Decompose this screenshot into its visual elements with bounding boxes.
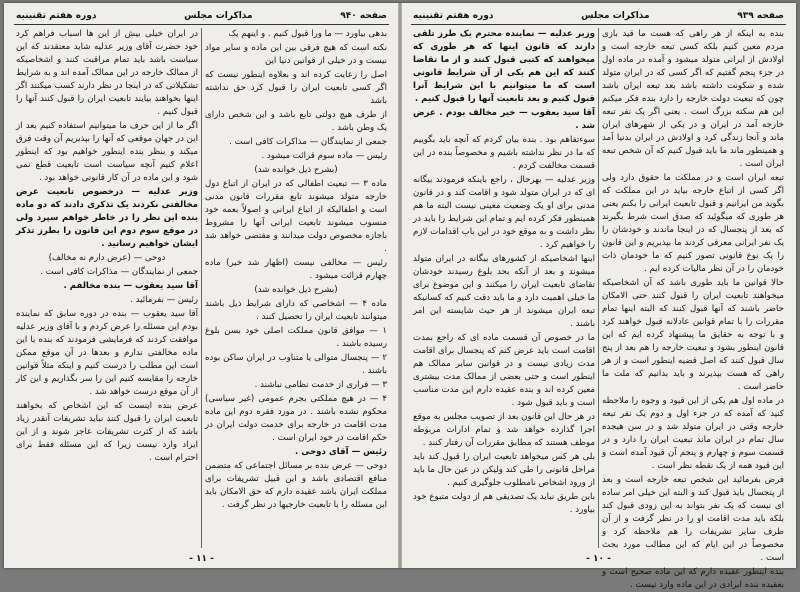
right-header-page-label: صفحه ۹۳۹	[737, 10, 784, 21]
left-page	[4, 3, 399, 568]
right-header-rule	[411, 24, 786, 25]
left-page-header	[16, 9, 387, 22]
paragraph: بلی هر کس میخواهد تابعیت ایران را قبول کند باید مراحل قانونی را طی کند ولیکن در عین حال ما باید از ورود اشخاص نامطلوب جلوگیری کنیم .	[413, 452, 595, 488]
paragraph: اصل را رعایت کرده اند و بعلاوه اینطور نیست که اگر کسی تابعیت ایران را قبول کرد حق نداشته باشد	[205, 70, 387, 106]
paragraph: در هر حال این قانون بعد از تصویب مجلس به موقع اجرا گذارده خواهد شد و تمام ادارات مربوطه موظف هستند که مطابق مقررات آن رفتار کنند .	[413, 412, 595, 448]
right-page	[401, 3, 796, 590]
paragraph: در ماده اول هم یکی از این قیود و وجوه را ملاحظه کنید که آمده که در جزء اول و دوم یک نفر تبعه خارجه وقتی در ایران متولد شد و در سن هیجده سال تمام در ایران ماند تبعیت ایران را دارد و در قسمت سوم و چهارم و پنجم آن قیود آمده است و این قیود همه از یک نقطه نظر است .	[602, 396, 784, 471]
left-page-column-right	[205, 28, 387, 548]
right-column-divider	[598, 28, 599, 548]
paragraph: بدهی بیاورد — ما ورا قبول کنیم . و اینهم یک	[228, 29, 387, 39]
paragraph: وزیر عدلیه — نماینده محترم یک طرز تلقی دارند که قانون اینها که هر طوری که میخواهند که کتبی قبول کنند و از ما تقاضا کنند که این هم یکی از آن شرایط قانونی است که ما میتوانیم با این شرایط آنرا قبول کنیم و بعد تابعیت آنها را قبول کنیم .	[413, 29, 595, 104]
paragraph: حالا قوانین ما باید طوری باشد که آن اشخاصیکه میخواهند تابعیت ایران را قبول کنند حتی الامکان حاضر باشند که آنها قبول کنند که البته اینها تمام مقررات را با تمام قوانین عادلانه قبول خواهند کرد و با توجه به حقایق ما پیشنهاد کرده ایم که این قانون اینطور بشود و تبعیت خارجه را هم بعد از پنج سال قبول کنند که اصل قضیه اینطور است و از هر راهی که هست بپذیرند و باید بدانیم که ملت ما حاضر است .	[602, 278, 784, 392]
paragraph: رئیس — مخالفی نیست (اظهار شد خیر) ماده چهارم قرائت میشود .	[205, 258, 387, 281]
paragraph: ۴ — در هیچ مملکتی بجرم عمومی (غیر سیاسی) محکوم نشده باشند . در مورد فقره دوم این ماده مدت اقامت در خارجه برای خدمت دولت ایران در حکم اقامت در خود ایران است .	[205, 394, 387, 443]
paragraph: رئیس — بفرمائید .	[130, 295, 198, 305]
paragraph: دوحی — عرض بنده بر مسائل اجتماعی که متضمن منافع اقتصادی باشد و این قبیل تشریفات برای مملکت ایران باشد عقیده دارم که حق الامکان باید این مسئله را با تابعیت خارجیها در نظر گرفت .	[205, 461, 387, 510]
left-header-session: دوره هفتم تقنینیه	[16, 10, 97, 21]
paragraph: ماده ۴ — اشخاصی که دارای شرایط ذیل باشند میتوانند تابعیت ایران را تحصیل کنند .	[205, 299, 387, 322]
paragraph: ماده ۳ — تبعیت اطفالی که در ایران از اتباع دول خارجه متولد میشوند تابع مقررات قانون مدنی است و اطفالیکه از اتباع ایرانی و اصولاً بعمه خود منسوب میشوند تابعیت ایرانی آنها را مشروط باجازه مخصوص دولت میدانند و مقتضی خواهد شد .	[205, 179, 387, 254]
paragraph: رئیس — ماده سوم قرائت میشود .	[261, 151, 387, 161]
right-page-column-right	[602, 28, 784, 590]
right-header-center: مذاکرات مجلس	[581, 10, 650, 21]
paragraph: دوحی — (عرض دارم نه مخالف)	[48, 253, 166, 263]
book-spread	[4, 3, 796, 590]
paragraph: وزیر عدلیه — درخصوص تابعیت عرض مخالفتی نکردند یک تذکری دادند که دو ماده بنده این نظر را در خاطر خواهم سپرد ولی در موقع سوم دوم این قانون را بطرز تذکر ایشان خواهیم رسانید .	[16, 187, 198, 249]
left-page-number: - ۱۱ -	[189, 554, 214, 564]
paragraph: (بشرح ذیل خوانده شد)	[254, 285, 338, 295]
paragraph: رئیس — آقای دوحی .	[295, 447, 387, 457]
paragraph: فرض بفرمائید این شخص تبعه خارجه است و بعد از پنجسال باید قبول کند و البته این خیلی امر ساده ای نیست که یک نفر بتواند به این زودی قبول کند بلکه باید مدت اقامت او را در نظر گرفت و از آن طرف سایر تشریفات را هم ملاحظه کرد و مخصوصاً در این ایام که این مطالب مورد بحث است .	[602, 475, 784, 563]
right-page-column-left	[413, 28, 595, 548]
paragraph: (بشرح ذیل خوانده شد)	[254, 165, 338, 175]
paragraph: ۱ — موافق قانون مملکت اصلی خود بسن بلوغ رسیده باشند .	[205, 326, 387, 349]
paragraph: آقا سید یعقوب — بنده در دوره سابق که نماینده بودم این مسئله را عرض کردم و با آقای وزیر عدلیه موافقت کردند که فرمایشی فرمودند که بنده با این ماده مخالفتی ندارم و بعدها در آن موقع ممکن است این مطلب را درست کنیم و اینکه مثلاً قوانین خارجه را مقایسه کنیم این را سر بگذاریم و این کار از آن موقع درست خواهد شد .	[16, 309, 198, 397]
left-page-column-left	[16, 28, 198, 548]
paragraph: آقا سید یعقوب — خیر مخالف بودم . عرض شد .	[413, 108, 595, 131]
paragraph: تبعه ایران است و در مملکت ما حقوق دارد ولی اگر کسی از اتباع خارجه بیاید در این مملکت که بگوید من ایرانیم و قبول تابعیت ایرانی را بکنم یعنی هر طوری که میگوئید که صدق است شرط بگیرند که بعد از پنجسال که در اینجا ماندند و خودشان را یک نفر ایرانی معرفی کردند ما بپذیریم و این قانون را یک نوع قانونی تصور کنیم که ما خودمان ذات خودمان را در آن نظر مالیات کرده ایم .	[602, 173, 784, 274]
paragraph: بنده به اینکه از هر راهی که هست ما قید بازی مردم معین کنیم بلکه کسی تبعه خارجه است و اولادش از ایرانی متولد میشود و آمده در ماده اول در جزء پنجم گفتیم که اگر کسی که در ایران متولد شده و سکونت داشته باشد بعد تبعه ایران باشد چون که تبعیت دولت خارجه را دارد بنده فکر میکنم این هم سکته بزرگ است . یعنی اگر یک نفر تبعه خارجه آمد در ایران و در یکی از شهرهای ایران ماند و آنجا زندگی کرد و اولادش در ایران بدنیا آمد و همینطور ماند ما باید قبول کنیم که آن شخص تبعه ایران است .	[602, 29, 784, 169]
left-header-page-label: صفحه ۹۴۰	[340, 10, 387, 21]
paragraph: وزیر عدلیه — بهرحال ، راجع باینکه فرمودند بیگانه ای که در ایران متولد شود و اقامت کند و در قانون مدنی برای او یک وضعیت معینی نیست البته ما هم همینطور فکر کرده ایم و تمام این شرایط را باید در نظر داشت و به موقع خود در این باب اقدامات لازم را خواهیم کرد .	[413, 175, 595, 250]
paragraph: آقا سید یعقوب — بنده مخالفم .	[63, 281, 198, 291]
left-header-rule	[14, 24, 389, 25]
paragraph: از طرف هیچ دولتی تابع باشد و این شخص دارای یک وطن باشد .	[205, 110, 387, 133]
paragraph: اینها اشخاصیکه از کشورهای بیگانه در ایران متولد میشوند و بعد از آنکه بحد بلوغ رسیدند خودشان تقاضای تابعیت ایران را میکنند و این موضوع برای ما خیلی اهمیت دارد و ما باید دقت کنیم که کسانیکه تبعه ایران میشوند از هر حیث شایسته این امر باشند .	[413, 254, 595, 329]
paragraph: جمعی از نمایندگان — مذاکرات کافی است .	[229, 137, 387, 147]
paragraph: بنده اینطور عقیده دارم که این ماده صحیح است و بعقیده بنده ایرادی در این ماده وارد نیست .	[602, 567, 784, 590]
paragraph: سوءتفاهم بود . بنده بیان کردم که آنچه باید بگوییم که ما در نظر نداشته باشیم و مخصوصاً بنده در این قسمت مخالفت کردم .	[413, 135, 595, 171]
paragraph: ۲ — پنجسال متوالی یا متناوب در ایران ساکن بوده باشند .	[205, 353, 387, 376]
paragraph: در ایران خیلی بیش از این ها اسباب فراهم کرد خود حضرت آقای وزیر عدلیه شاید معتقدند که این سیاست باشد باید تمام مراقبت کنند و اشخاصیکه از ممالک خارجه در این ممالک آمده اند و به شرایط تشکیلاتی که در اینجا در نظر دارند کسب میکنند اگر اینها بخواهند بیایند تابعیت ایران را قبول کنند آنها را قبول کنیم .	[16, 29, 198, 117]
paragraph: اگر ما از این حرف ما میتوانیم استفاده کنیم بعد از این در جهان موقعی که آنها را بپذیریم آن وقت فرق میکند و بنظر بنده اینطور خواهیم بود که اینطور اعلام کنیم آنچه سیاست است تابعیت قطع نمی شود و این ماده در آن کار قانونی خواهد بود .	[16, 121, 198, 183]
right-header-session: دوره هفتم تقنینیه	[413, 10, 494, 21]
left-column-divider	[201, 28, 202, 548]
paragraph: ما در خصوص آن قسمت ماده ای که راجع بمدت اقامت است باید عرض کنم که پنجسال برای اقامت مدت زیادی نیست و در قوانین سایر ممالک هم اینطور است و حتی بعضی از ممالک مدت بیشتری معین کرده اند و بنده عقیده دارم این مدت مناسب است و باید قبول شود .	[413, 333, 595, 408]
right-page-number: - ۱۰ -	[586, 554, 611, 564]
paragraph: نکته است که هیچ فرقی بین این ماده و سایر مواد نیست و در خیلی از قوانین دنیا این	[205, 43, 387, 66]
paragraph: عرض بنده اینست که این اشخاص که بخواهند تابعیت ایران را قبول کنند نباید تشریفات آنقدر زیاد باشد که از کثرت تشریفات عاجز شوند و از این ایراد وارد نیست زیرا که این مسئله فقط برای احترام است .	[16, 401, 198, 463]
paragraph: ۳ — فراری از خدمت نظامی نباشند .	[254, 380, 387, 390]
right-page-header	[413, 9, 784, 22]
left-header-center: مذاکرات مجلس	[184, 10, 253, 21]
paragraph: باین طریق نباید یک تصدیقی هم از دولت متبوع خود بیاورد .	[413, 492, 595, 515]
paragraph: جمعی از نمایندگان — مذاکرات کافی است .	[40, 267, 198, 277]
